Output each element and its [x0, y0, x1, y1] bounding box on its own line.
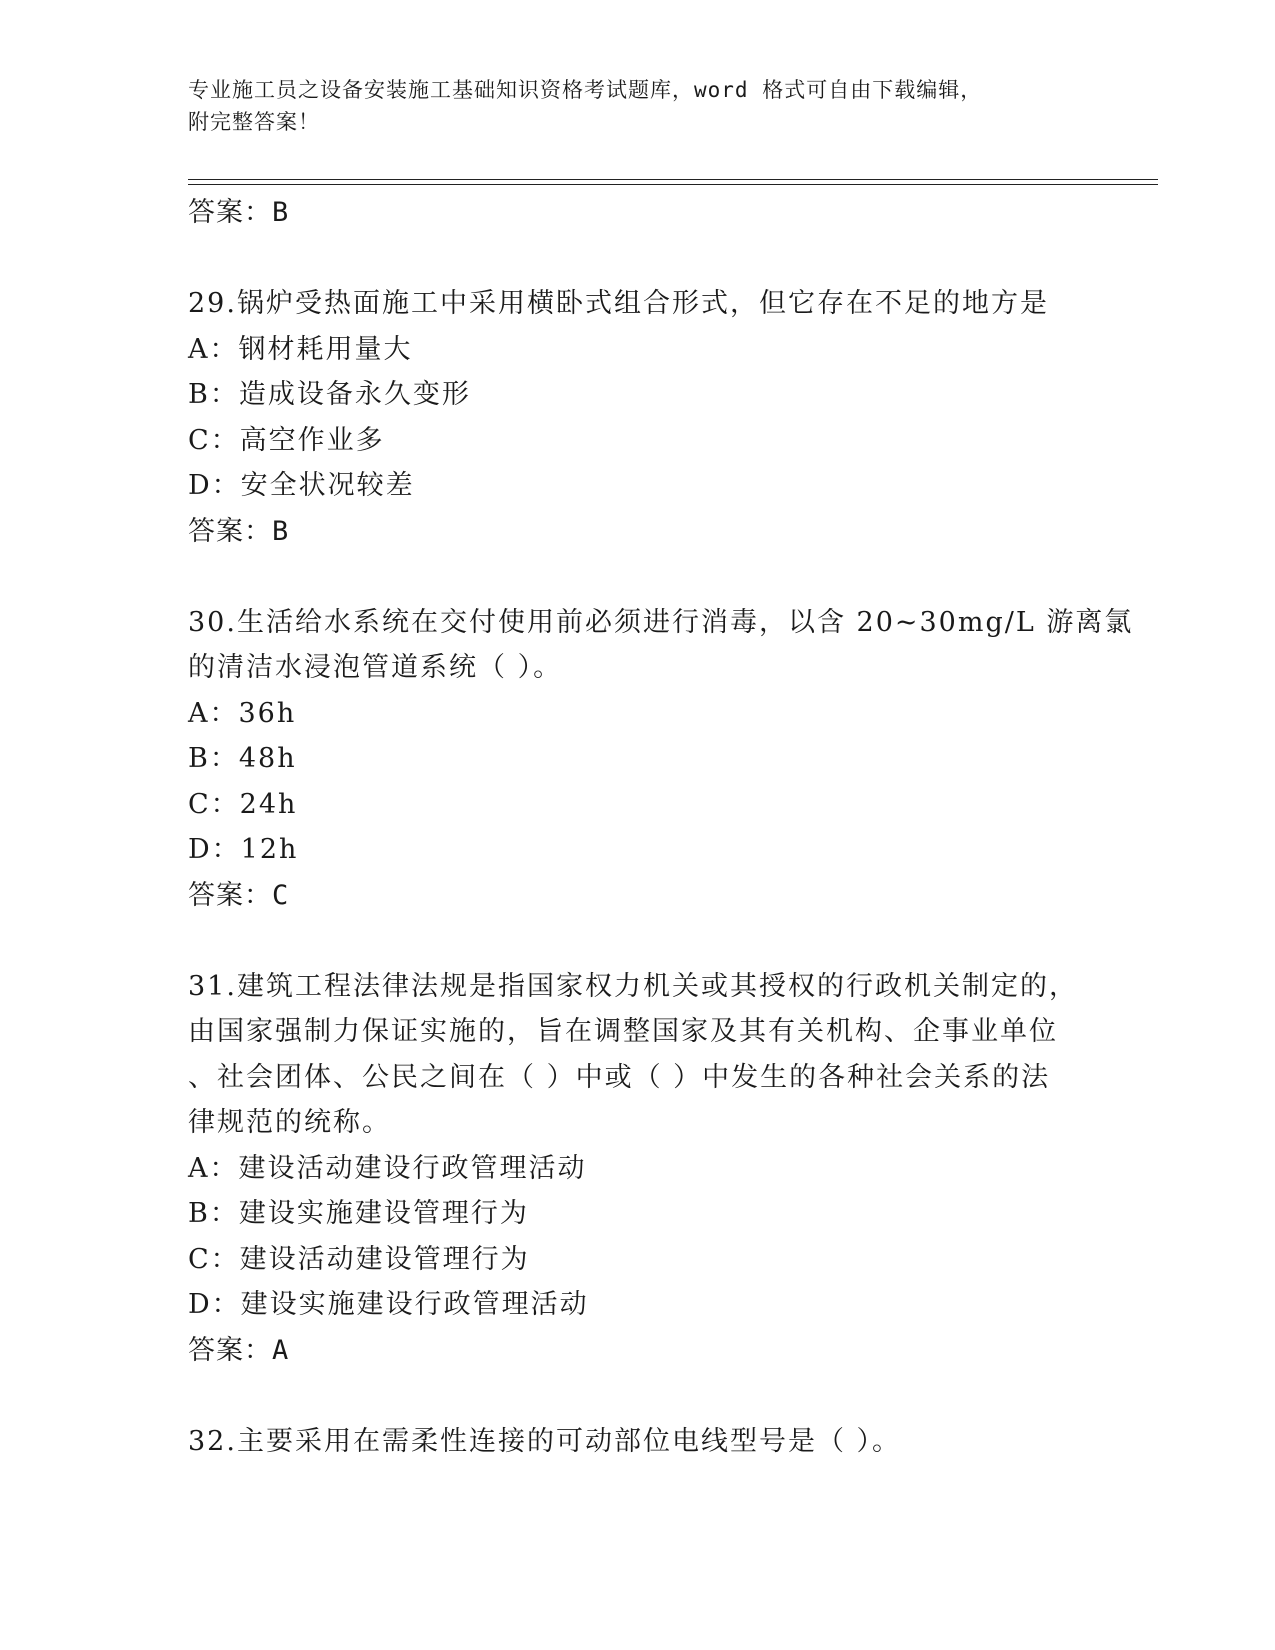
spacer: [188, 236, 1088, 282]
option-c: C：24h: [188, 788, 298, 820]
question-list: [188, 190, 1134, 1464]
question-stem: 31.建筑工程法律法规是指国家权力机关或其授权的行政机关制定的，: [188, 970, 1078, 1002]
question-stem: 律规范的统称。: [188, 1107, 391, 1138]
option-b: B：48h: [188, 743, 297, 774]
option-c: C：高空作业多: [188, 424, 385, 456]
option-d: D：12h: [188, 834, 299, 865]
option-a: A：36h: [188, 697, 297, 729]
question-29: [188, 281, 1088, 554]
header-line-2: 附完整答案！: [188, 110, 320, 134]
header-divider-bottom: [188, 184, 1158, 185]
answer-line: 答案：B: [188, 197, 290, 228]
option-a: A：钢材耗用量大: [188, 333, 413, 365]
header-divider-top: [188, 179, 1158, 180]
option-d: D：安全状况较差: [188, 470, 415, 501]
option-b: B：建设实施建设管理行为: [188, 1198, 529, 1229]
question-stem: 的清洁水浸泡管道系统（ ）。: [188, 652, 563, 683]
question-30: [188, 600, 1134, 919]
answer-line: 答案：B: [188, 515, 290, 547]
option-b: B：造成设备永久变形: [188, 379, 471, 410]
answer-line: 答案：A: [188, 1334, 290, 1366]
option-d: D：建设实施建设行政管理活动: [188, 1289, 589, 1320]
option-c: C：建设活动建设管理行为: [188, 1243, 530, 1275]
spacer: [188, 1373, 1088, 1419]
question-stem: 由国家强制力保证实施的，旨在调整国家及其有关机构、企事业单位: [188, 1016, 1058, 1047]
spacer: [188, 554, 1088, 600]
question-32: [188, 1419, 1088, 1465]
question-stem: 、社会团体、公民之间在（ ）中或（ ）中发生的各种社会关系的法: [188, 1061, 1051, 1093]
spacer: [188, 918, 1088, 964]
question-stem: 30.生活给水系统在交付使用前必须进行消毒，以含 20~30mg/L 游离氯: [188, 606, 1134, 638]
option-a: A：建设活动建设行政管理活动: [188, 1152, 587, 1184]
question-stem: 32.主要采用在需柔性连接的可动部位电线型号是（ ）。: [188, 1425, 902, 1457]
question-31: [188, 964, 1088, 1374]
document-header: [188, 74, 1068, 138]
header-line-1: 专业施工员之设备安装施工基础知识资格考试题库，word 格式可自由下载编辑，: [188, 78, 983, 102]
answer-line: 答案：C: [188, 879, 290, 911]
question-stem: 29.锅炉受热面施工中采用横卧式组合形式，但它存在不足的地方是: [188, 288, 1049, 319]
